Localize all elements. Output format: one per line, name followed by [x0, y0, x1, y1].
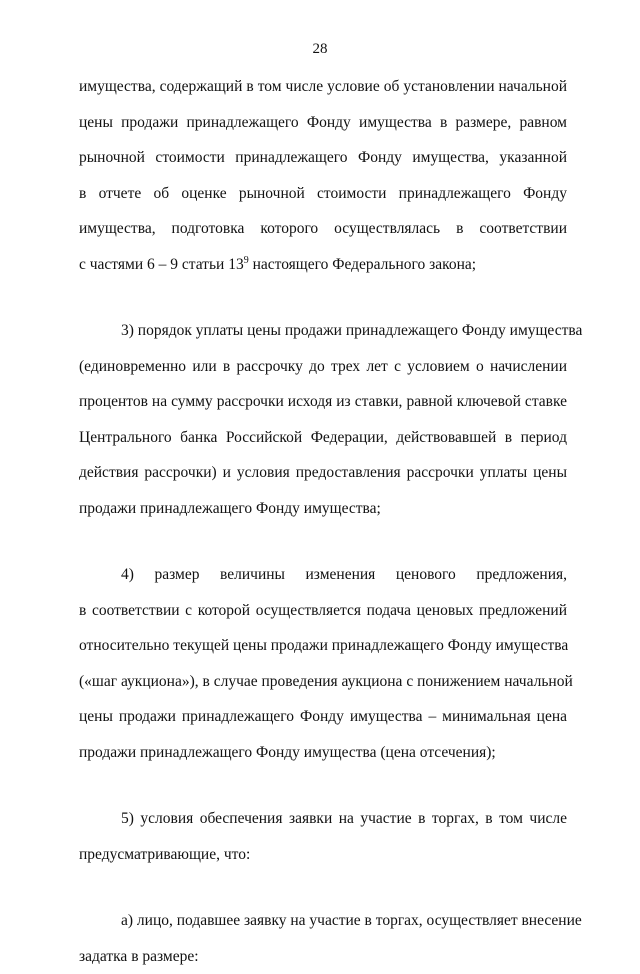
text-line	[79, 247, 567, 283]
text-line: действия рассрочки) и условия предоставления рассрочки уплаты цены	[79, 455, 567, 491]
superscript: 9	[244, 255, 249, 266]
paragraph-gap	[79, 872, 567, 903]
text-line: в соответствии с которой осуществляется подача ценовых предложений	[79, 593, 567, 629]
text-fragment: настоящего Федерального закона;	[249, 256, 476, 273]
text-line: продажи принадлежащего Фонду имущества (цена отсечения);	[79, 735, 567, 771]
text-line: цены продажи принадлежащего Фонду имущества – минимальная цена	[79, 699, 567, 735]
text-line: цены продажи принадлежащего Фонду имущества в размере, равном	[79, 105, 567, 141]
list-item-5-first-line: 5) условия обеспечения заявки на участие в торгах, в том числе	[79, 801, 567, 837]
text-line: в отчете об оценке рыночной стоимости принадлежащего Фонду	[79, 176, 567, 212]
text-line: предусматривающие, что:	[79, 837, 567, 873]
text-line: продажи принадлежащего Фонду имущества;	[79, 491, 567, 527]
text-line: («шаг аукциона»), в случае проведения аукциона с понижением начальной	[79, 664, 567, 700]
text-line: имущества, подготовка которого осуществлялась в соответствии	[79, 211, 567, 247]
text-line: задатка в размере:	[79, 939, 567, 974]
text-line: Центрального банка Российской Федерации, действовавшей в период	[79, 420, 567, 456]
list-item-3-first-line: 3) порядок уплаты цены продажи принадлежащего Фонду имущества	[79, 313, 567, 349]
page-number: 28	[0, 41, 640, 58]
paragraph-gap	[79, 282, 567, 313]
text-fragment: с частями 6 – 9 статьи 13	[79, 256, 244, 273]
list-item-4-first-line: 4) размер величины изменения ценового предложения,	[79, 557, 567, 593]
text-line: рыночной стоимости принадлежащего Фонду имущества, указанной	[79, 140, 567, 176]
paragraph-gap	[79, 770, 567, 801]
text-line: имущества, содержащий в том числе условие об установлении начальной	[79, 69, 567, 105]
paragraph-gap	[79, 526, 567, 557]
document-body	[79, 69, 567, 974]
text-line: процентов на сумму рассрочки исходя из ставки, равной ключевой ставке	[79, 384, 567, 420]
sub-item-a-first-line: а) лицо, подавшее заявку на участие в торгах, осуществляет внесение	[79, 903, 567, 939]
text-line: относительно текущей цены продажи принадлежащего Фонду имущества	[79, 628, 567, 664]
text-line: (единовременно или в рассрочку до трех лет с условием о начислении	[79, 349, 567, 385]
